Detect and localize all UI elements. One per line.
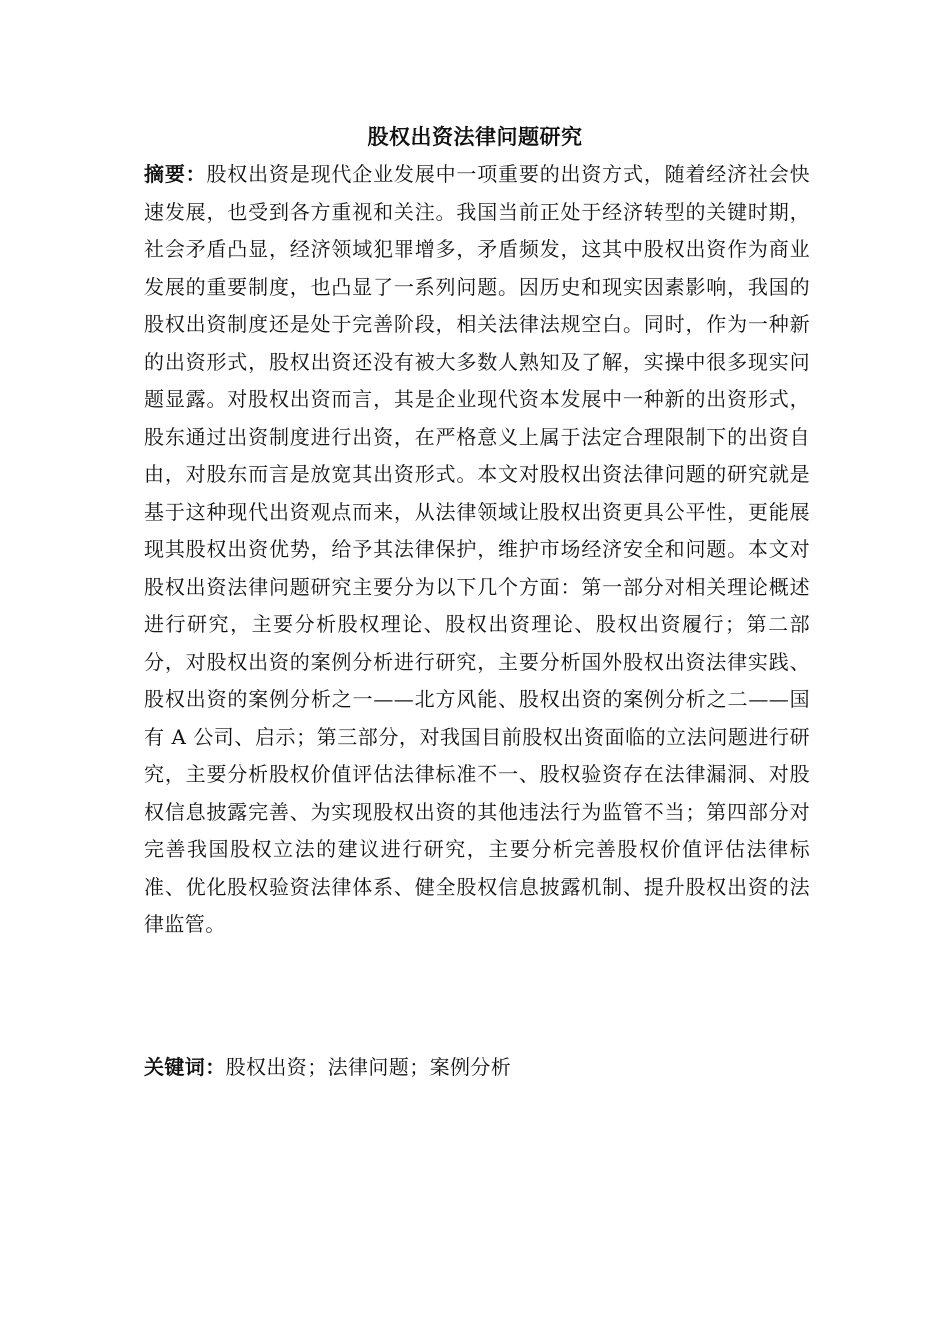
keywords-line bbox=[144, 1049, 810, 1087]
keywords-text: 股权出资；法律问题；案例分析 bbox=[225, 1055, 512, 1079]
abstract-paragraph bbox=[144, 156, 810, 944]
abstract-text: 股权出资是现代企业发展中一项重要的出资方式，随着经济社会快速发展，也受到各方重视和关注。我国当前正处于经济转型的关键时期，社会矛盾凸显，经济领域犯罪增多，矛盾频发，这其中股权出资作为商业发展的重要制度，也凸显了一系列问题。因历史和现实因素影响，我国的股权出资制度还是处于完善阶段，相关法律法规空白。同时，作为一种新的出资形式，股权出资还没有被大多数人熟知及了解，实操中很多现实问题显露。对股权出资而言，其是企业现代资本发展中一种新的出资形式，股东通过出资制度进行出资，在严格意义上属于法定合理限制下的出资自由，对股东而言是放宽其出资形式。本文对股权出资法律问题的研究就是基于这种现代出资观点而来，从法律领域让股权出资更具公平性，更能展现其股权出资优势，给予其法律保护，维护市场经济安全和问题。本文对股权出资法律问题研究主要分为以下几个方面：第一部分对相关理论概述进行研究，主要分析股权理论、股权出资理论、股权出资履行；第二部分，对股权出资的案例分析进行研究，主要分析国外股权出资法律实践、股权出资的案例分析之一——北方风能、股权出资的案例分析之二——国有 A 公司、启示；第三部分，对我国目前股权出资面临的立法问题进行研究，主要分析股权价值评估法律标准不一、股权验资存在法律漏洞、对股权信息披露完善、为实现股权出资的其他违法行为监管不当；第四部分对完善我国股权立法的建议进行研究，主要分析完善股权价值评估法律标准、优化股权验资法律体系、健全股权信息披露机制、提升股权出资的法律监管。 bbox=[144, 162, 810, 936]
document-title: 股权出资法律问题研究 bbox=[367, 124, 583, 149]
abstract-label: 摘要： bbox=[144, 162, 207, 186]
keywords-label: 关键词： bbox=[144, 1055, 226, 1079]
